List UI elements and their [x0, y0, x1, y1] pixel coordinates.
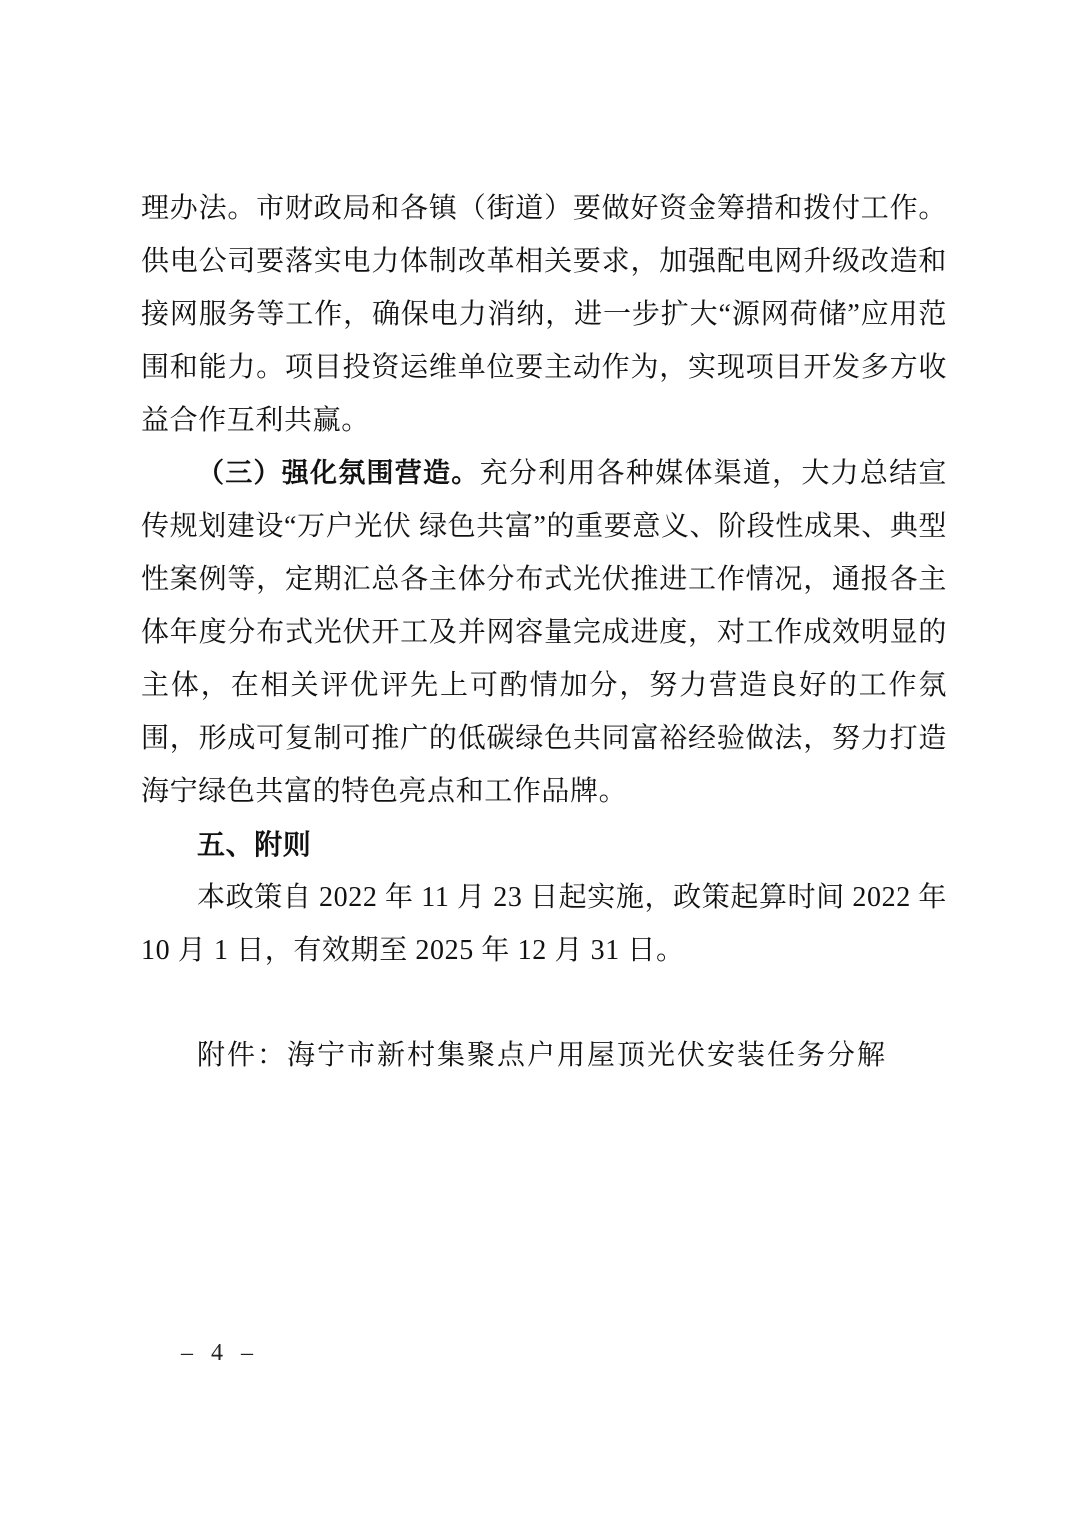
- paragraph-continuation: 理办法。市财政局和各镇（街道）要做好资金筹措和拨付工作。供电公司要落实电力体制改革相关要求，加强配电网升级改造和接网服务等工作，确保电力消纳，进一步扩大“源网荷储”应用范围和能力。项目投资运维单位要主动作为，实现项目开发多方收益合作互利共赢。: [141, 193, 947, 436]
- page-number: – 4 –: [181, 1340, 259, 1366]
- section-3-text: 充分利用各种媒体渠道，大力总结宣传规划建设“万户光伏 绿色共富”的重要意义、阶段性成果、典型性案例等，定期汇总各主体分布式光伏推进工作情况，通报各主体年度分布式光伏开工及并网容量完成进度，对工作成效明显的主体，在相关评优评先上可酌情加分，努力营造良好的工作氛围，形成可复制可推广的低碳绿色共同富裕经验做法，努力打造海宁绿色共富的特色亮点和工作品牌。: [141, 458, 947, 807]
- document-body: [141, 182, 947, 1082]
- paragraph-effective-date: 本政策自 2022 年 11 月 23 日起实施，政策起算时间 2022 年 10 月 1 日，有效期至 2025 年 12 月 31 日。: [141, 882, 947, 966]
- heading-section-5: 五、附则: [197, 829, 312, 860]
- section-3-lead: （三）强化氛围营造。: [197, 458, 480, 488]
- paragraph-section-3: [141, 447, 947, 818]
- attachment-line: 附件：海宁市新村集聚点户用屋顶光伏安装任务分解: [197, 1040, 888, 1071]
